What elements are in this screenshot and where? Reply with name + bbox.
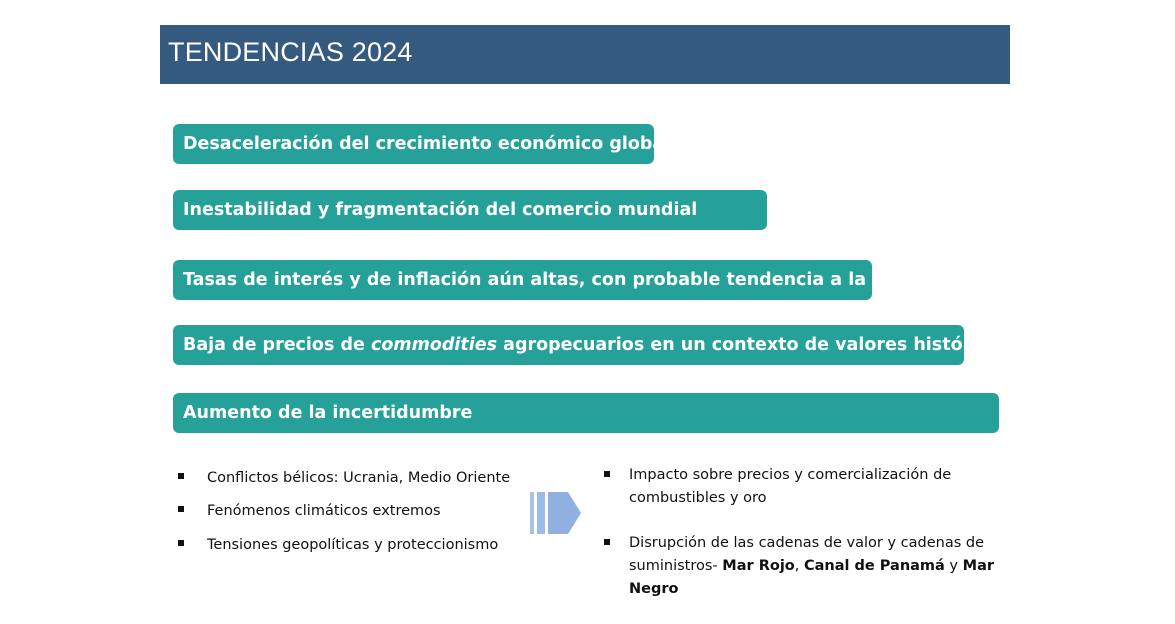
cause-text: Conflictos bélicos: Ucrania, Medio Oriente xyxy=(207,470,511,486)
trend-bar-uncertainty: Aumento de la incertidumbre xyxy=(173,393,999,433)
effect-bold-red-sea: Mar Rojo xyxy=(722,558,795,574)
effect-sep: , xyxy=(794,558,804,574)
trend-bar-commodities-pre: Baja de precios de xyxy=(183,335,371,355)
trend-bar-rates: Tasas de interés y de inflación aún altas, con probable tendencia a la baja xyxy=(173,260,872,300)
chevron-arrow-icon xyxy=(529,490,583,536)
list-item xyxy=(178,470,511,486)
trend-bar-growth: Desaceleración del crecimiento económico global xyxy=(173,124,654,164)
list-item xyxy=(178,503,441,519)
trend-bar-trade: Inestabilidad y fragmentación del comercio mundial xyxy=(173,190,767,230)
cause-text: Tensiones geopolíticas y proteccionismo xyxy=(207,537,499,553)
cause-text: Fenómenos climáticos extremos xyxy=(207,503,441,519)
effect-text xyxy=(629,532,1009,601)
effect-sep: y xyxy=(944,558,963,574)
square-bullet-icon xyxy=(604,539,610,545)
list-item xyxy=(178,537,499,553)
square-bullet-icon xyxy=(178,540,184,546)
square-bullet-icon xyxy=(178,473,184,479)
effect-text: Impacto sobre precios y comercialización de combustibles y oro xyxy=(629,467,952,506)
effect-text-pre: Disrupción de las cadenas de valor y cadenas de suministros- xyxy=(629,535,985,574)
trend-bar-commodities-em: commodities xyxy=(370,335,498,355)
trend-bar-commodities xyxy=(173,325,1117,365)
title-banner xyxy=(160,25,1010,84)
effect-bold-panama: Canal de Panamá xyxy=(803,558,945,574)
square-bullet-icon xyxy=(604,471,610,477)
square-bullet-icon xyxy=(178,506,184,512)
effect-bold-black-sea: Mar Negro xyxy=(629,558,995,597)
page-title: TENDENCIAS 2024 xyxy=(168,37,413,67)
trend-bar-commodities-post: agropecuarios en un contexto de valores históricamente altos xyxy=(497,335,1117,355)
